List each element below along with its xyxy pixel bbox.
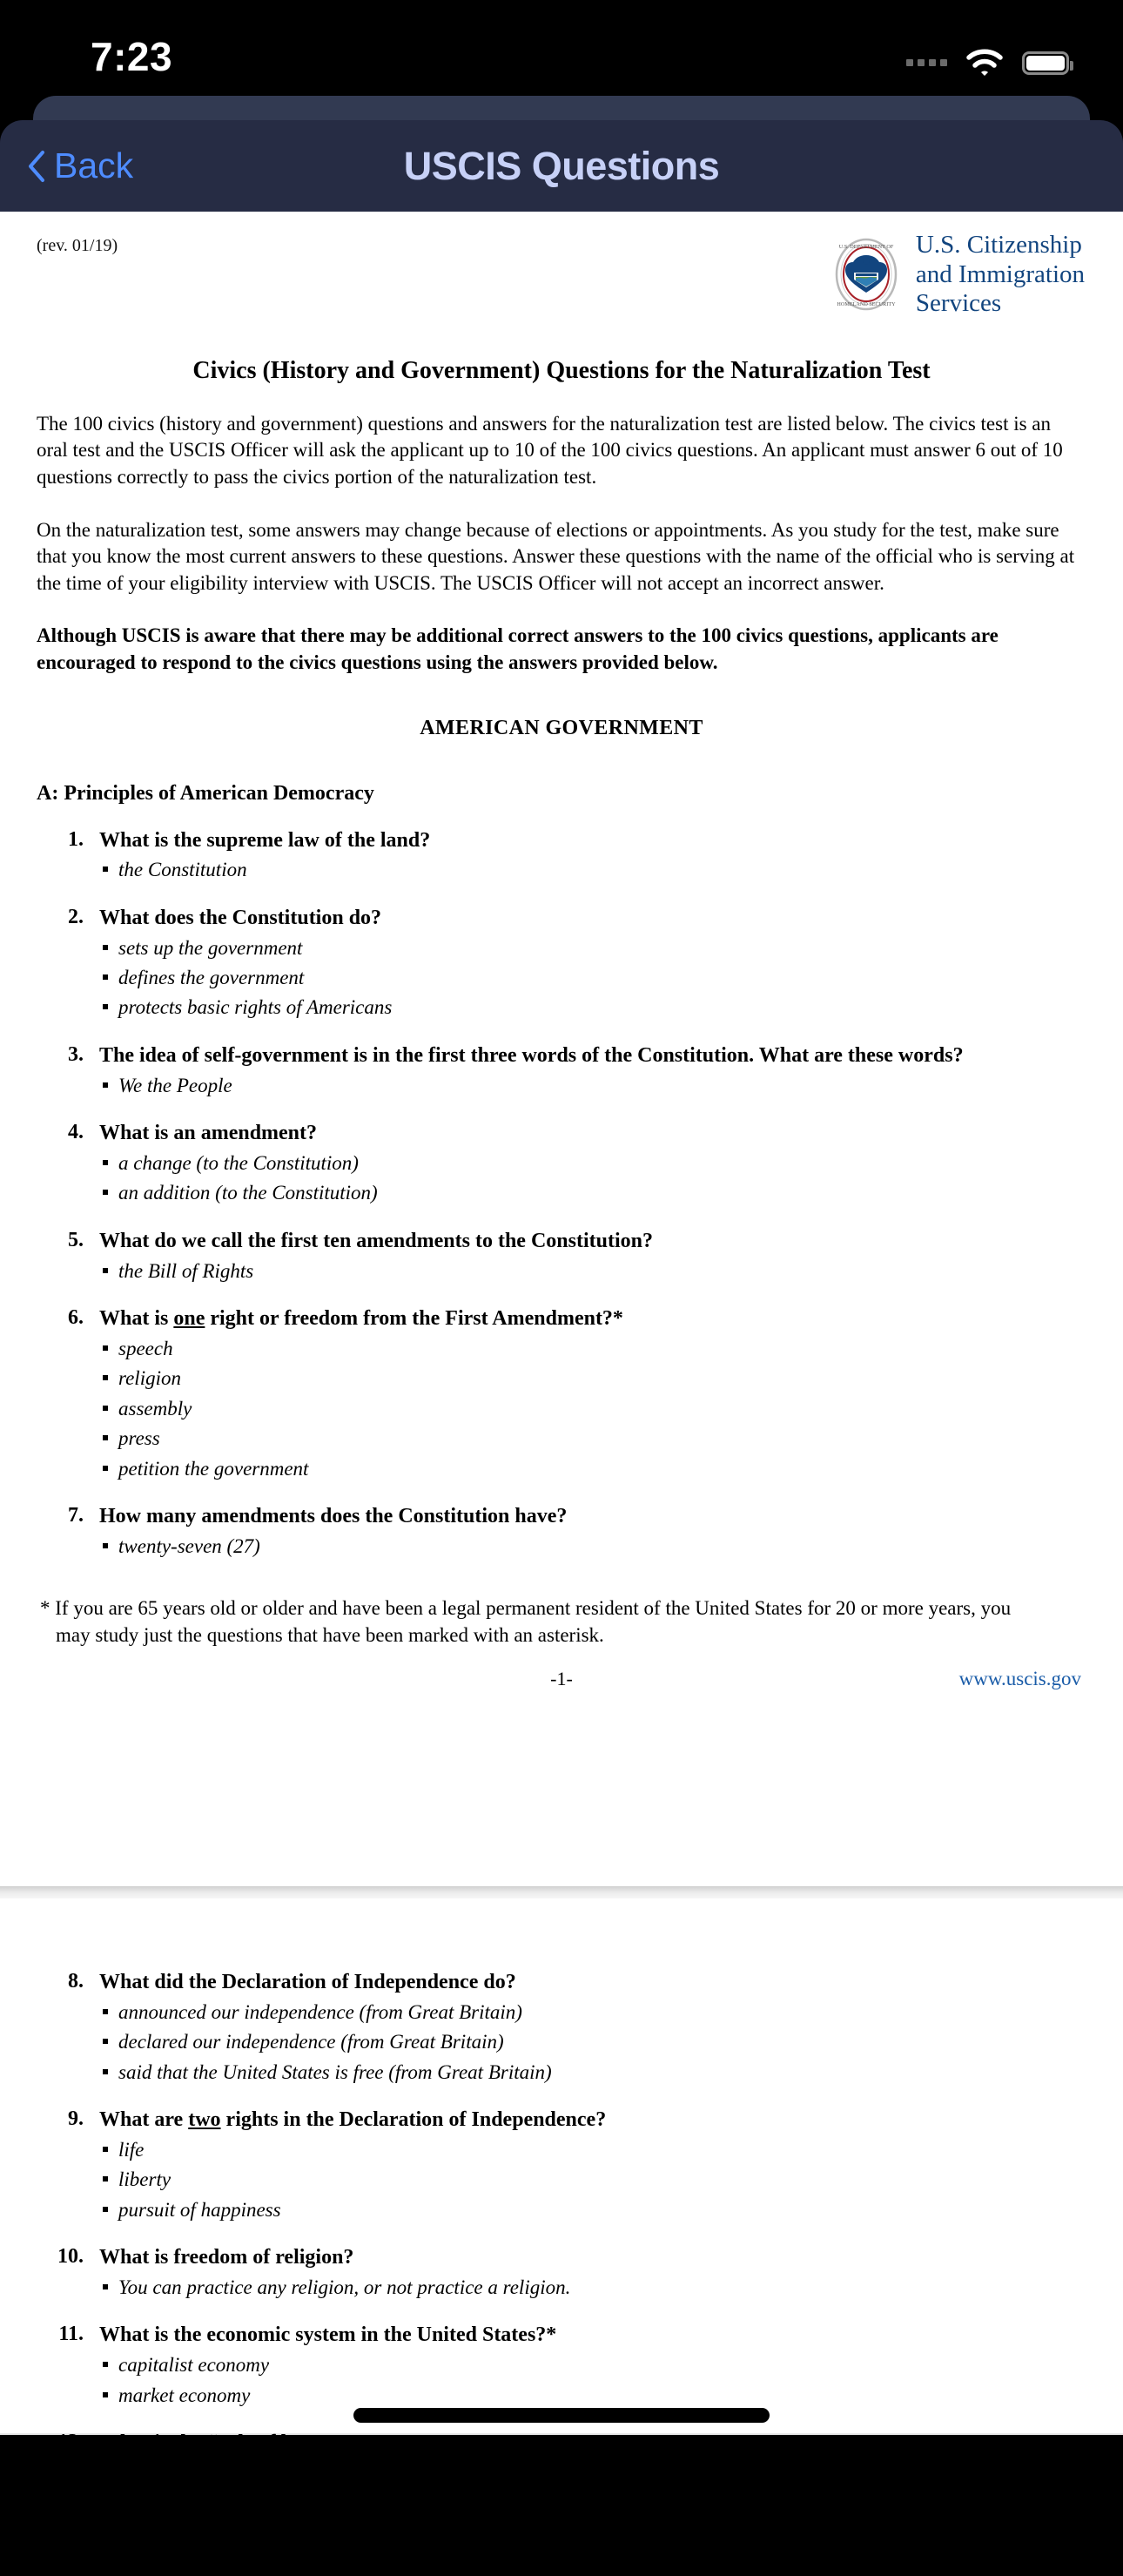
question-number: 10.	[57, 2245, 84, 2269]
question-number: 5.	[68, 1228, 84, 1251]
answer-list	[99, 1258, 1086, 1284]
question-body	[99, 1043, 1086, 1098]
page-break-divider	[0, 1886, 1123, 1898]
question-number: 7.	[68, 1503, 84, 1527]
question-text: How many amendments does the Constitution have?	[99, 1504, 568, 1527]
status-bar-indicators	[906, 49, 1069, 80]
answer-item: declared our independence (from Great Britain)	[99, 2029, 1086, 2054]
answer-item: the Constitution	[99, 857, 1086, 882]
svg-text:U.S. DEPARTMENT OF: U.S. DEPARTMENT OF	[838, 244, 894, 251]
answer-item: twenty-seven (27)	[99, 1534, 1086, 1559]
answer-list	[99, 2137, 1086, 2222]
answer-item: speech	[99, 1336, 1086, 1361]
answer-item: said that the United States is free (from Great Britain)	[99, 2060, 1086, 2085]
question-text: What did the Declaration of Independence do?	[99, 1971, 516, 1993]
answer-list	[99, 2352, 1086, 2408]
question-body	[99, 1229, 1086, 1284]
question-text: What do we call the first ten amendments to the Constitution?	[99, 1229, 653, 1252]
answer-item: We the People	[99, 1073, 1086, 1098]
question-number: 4.	[68, 1121, 84, 1144]
answer-item: announced our independence (from Great Britain)	[99, 1999, 1086, 2025]
answer-list	[99, 1999, 1086, 2085]
answer-list	[99, 1150, 1086, 1206]
intro-paragraph-3: Although USCIS is aware that there may be additional correct answers to the 100 civics questions, applicants are encouraged to respond to the civics questions using the answers provided below.	[37, 624, 999, 673]
answer-list	[99, 2460, 1086, 2576]
answer-item: pursuit of happiness	[99, 2197, 1086, 2222]
answer-list	[99, 1534, 1086, 1559]
navigation-card-stack	[0, 96, 1123, 212]
question-body	[99, 2323, 1086, 2408]
dhs-seal-icon	[830, 239, 902, 310]
cellular-signal-icon	[906, 59, 947, 66]
status-bar	[0, 0, 1123, 96]
question-text: What is freedom of religion?	[99, 2246, 354, 2269]
document-header	[37, 212, 1086, 319]
question-body	[99, 1970, 1086, 2085]
page-title: USCIS Questions	[403, 143, 720, 188]
question-item	[37, 1121, 1086, 1206]
question-text: What is an amendment?	[99, 1122, 318, 1145]
question-item	[37, 2323, 1086, 2408]
question-body	[99, 828, 1086, 883]
question-item	[37, 2107, 1086, 2222]
question-body	[99, 2107, 1086, 2222]
question-text: The idea of self-government is in the first three words of the Constitution. What are these words?	[99, 1043, 964, 1067]
answer-item: defines the government	[99, 965, 1086, 990]
footnote-line-1: * If you are 65 years old or older and have been a legal permanent resident of the United States for 20 or more years, you	[40, 1597, 1012, 1620]
question-number: 6.	[68, 1305, 84, 1329]
home-indicator	[353, 2408, 770, 2423]
question-emphasis: one	[173, 1306, 205, 1330]
answer-list	[99, 1336, 1086, 1481]
answer-item: Everyone must follow the law.	[99, 2460, 1086, 2485]
answer-item: sets up the government	[99, 935, 1086, 961]
answer-item: capitalist economy	[99, 2352, 1086, 2377]
uscis-brand	[830, 231, 1086, 319]
question-body	[99, 2245, 1086, 2300]
uscis-brand-text	[916, 231, 1085, 319]
question-item	[37, 828, 1086, 883]
question-number: 11.	[58, 2323, 84, 2346]
answer-list	[99, 935, 1086, 1021]
answer-item: petition the government	[99, 1456, 1086, 1481]
answer-list	[99, 1073, 1086, 1098]
answer-item: life	[99, 2137, 1086, 2162]
footnote-line-2: may study just the questions that have been marked with an asterisk.	[56, 1623, 604, 1646]
answer-item: religion	[99, 1366, 1086, 1391]
question-item	[37, 1970, 1086, 2085]
asterisk-footnote	[37, 1595, 1086, 1649]
question-body	[99, 2431, 1086, 2576]
question-text: What are two rights in the Declaration of Independence?	[99, 2108, 607, 2132]
question-number: 8.	[68, 1970, 84, 1993]
question-item	[37, 1504, 1086, 1559]
question-item	[37, 2245, 1086, 2300]
question-text: What is the supreme law of the land?	[99, 828, 431, 852]
question-text: What is the economic system in the United States?*	[99, 2323, 557, 2347]
status-bar-time: 7:23	[91, 34, 173, 79]
brand-line-1: U.S. Citizenship	[915, 231, 1082, 259]
page-number: -1-	[550, 1668, 573, 1690]
question-body	[99, 1121, 1086, 1206]
question-emphasis: two	[188, 2108, 221, 2132]
answer-item: market economy	[99, 2383, 1086, 2408]
question-number: 12.	[57, 2431, 84, 2454]
document-title: Civics (History and Government) Questions for the Naturalization Test	[192, 356, 931, 384]
question-text: What is the “rule of law”?	[99, 2431, 333, 2455]
question-number: 9.	[68, 2107, 84, 2131]
question-body	[99, 906, 1086, 1021]
answer-item: assembly	[99, 1396, 1086, 1421]
question-text: What does the Constitution do?	[99, 906, 382, 929]
question-item	[37, 1306, 1086, 1481]
question-item	[37, 1043, 1086, 1098]
section-heading: AMERICAN GOVERNMENT	[420, 716, 703, 739]
svg-text:HOMELAND SECURITY: HOMELAND SECURITY	[837, 301, 896, 308]
pdf-page-2	[0, 1898, 1123, 2574]
battery-icon	[1022, 51, 1069, 75]
page-footer	[37, 1668, 1086, 1699]
answer-item: liberty	[99, 2167, 1086, 2192]
question-list-page-2	[37, 1970, 1086, 2576]
question-list-page-1	[37, 828, 1086, 1560]
question-body	[99, 1504, 1086, 1559]
brand-line-3: Services	[915, 289, 1002, 318]
answer-item: press	[99, 1426, 1086, 1451]
pdf-scroll-view[interactable]	[0, 212, 1123, 2574]
question-item	[37, 906, 1086, 1021]
uscis-website-link[interactable]: www.uscis.gov	[958, 1668, 1081, 1690]
answer-item: You can practice any religion, or not practice a religion.	[99, 2275, 1086, 2300]
question-number: 3.	[68, 1042, 84, 1066]
question-number: 1.	[68, 827, 84, 851]
answer-item: No one is above the law.	[99, 2550, 1086, 2575]
answer-item: a change (to the Constitution)	[99, 1150, 1086, 1176]
back-button-label: Back	[54, 145, 134, 185]
answer-item: the Bill of Rights	[99, 1258, 1086, 1284]
brand-line-2: and Immigration	[915, 260, 1085, 288]
intro-paragraph-1: The 100 civics (history and government) questions and answers for the naturalization test are listed below. The civics test is an oral test and the USCIS Officer will ask the applicant up to 10 of the 100 civics questions. An applicant must answer 6 out of 10 questions correctly to pass the civics portion of the naturalization test.	[37, 412, 1063, 489]
answer-item: protects basic rights of Americans	[99, 995, 1086, 1020]
question-item	[37, 1229, 1086, 1284]
answer-list	[99, 2275, 1086, 2300]
question-body	[99, 1306, 1086, 1481]
navigation-bar	[0, 120, 1123, 212]
intro-paragraph-2: On the naturalization test, some answers may change because of elections or appointments. As you study for the test, make sure that you know the most current answers to these questions. Answer these questions with the name of the official who is serving at the time of your eligibility interview with USCIS. The USCIS Officer will not accept an incorrect answer.	[37, 518, 1075, 594]
question-text: What is one right or freedom from the First Amendment?*	[99, 1306, 623, 1330]
revision-label: (rev. 01/19)	[37, 236, 118, 255]
question-number: 2.	[68, 905, 84, 928]
answer-item: Leaders must obey the law.	[99, 2490, 1086, 2515]
answer-item: an addition (to the Constitution)	[99, 1180, 1086, 1205]
pdf-page-1	[0, 212, 1123, 1886]
wifi-icon	[966, 49, 1003, 77]
question-item	[37, 2431, 1086, 2576]
answer-list	[99, 857, 1086, 882]
answer-item: Government must obey the law.	[99, 2520, 1086, 2546]
category-heading: A: Principles of American Democracy	[37, 781, 374, 805]
